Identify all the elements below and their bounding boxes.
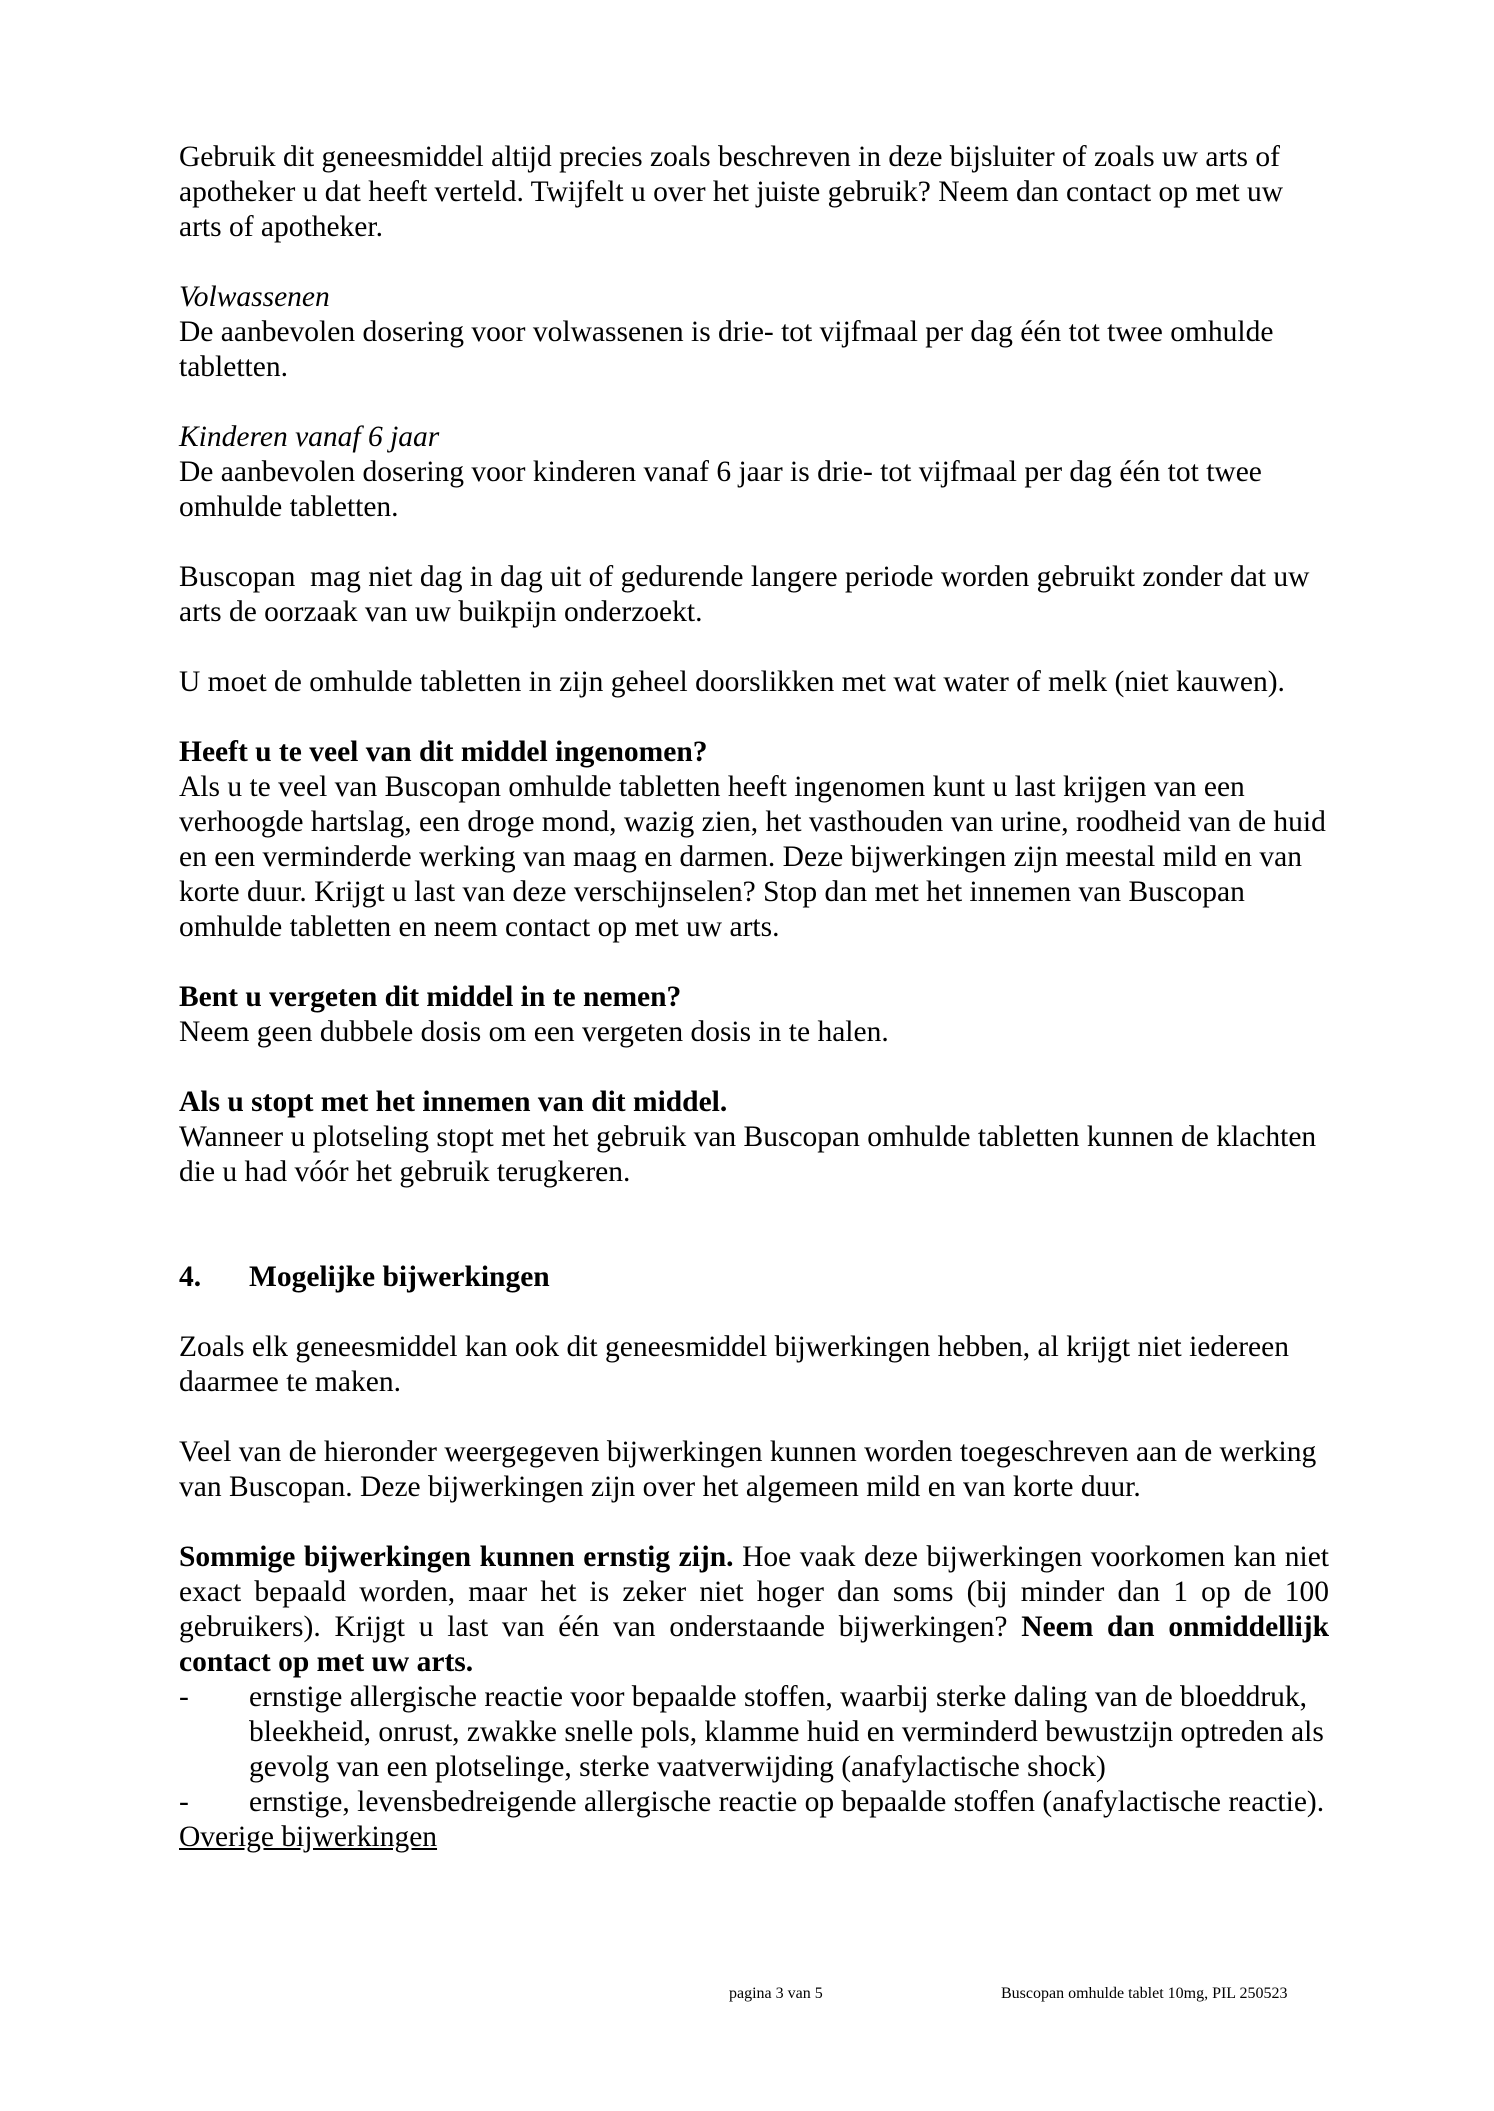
serious-text: Hoe vaak deze bijwerkingen voorkomen kan niet exact bepaald worden, maar het is zeker niet hoger dan soms (bij minder dan 1 op de 100 gebruikers). Krijgt u last van één van onderstaande bijwerkingen? bbox=[179, 1541, 1337, 1643]
swallow-paragraph: U moet de omhulde tabletten in zijn geheel doorslikken met wat water of melk (niet kauwen). bbox=[179, 666, 1285, 698]
children-heading: Kinderen vanaf 6 jaar bbox=[179, 421, 440, 453]
serious-side-effects-list bbox=[179, 1680, 1329, 1820]
section-4-number: 4. bbox=[179, 1261, 202, 1293]
stop-heading: Als u stopt met het innemen van dit middel. bbox=[179, 1086, 728, 1118]
side-effects-attribution: Veel van de hieronder weergegeven bijwerkingen kunnen worden toegeschreven aan de werking van Buscopan. Deze bijwerkingen zijn over het algemeen mild en van korte duur. bbox=[179, 1436, 1317, 1503]
page-number: pagina 3 van 5 bbox=[729, 1985, 823, 2002]
bullet-text: ernstige, levensbedreigende allergische reactie op bepaalde stoffen (anafylactische reactie). bbox=[249, 1786, 1325, 1818]
intro-paragraph: Gebruik dit geneesmiddel altijd precies zoals beschreven in deze bijsluiter of zoals uw arts of apotheker u dat heeft verteld. Twijfelt u over het juiste gebruik? Neem dan contact op met uw arts of apotheker. bbox=[179, 141, 1284, 243]
section-4-title: Mogelijke bijwerkingen bbox=[249, 1261, 550, 1293]
adults-heading: Volwassenen bbox=[179, 281, 330, 313]
side-effects-intro: Zoals elk geneesmiddel kan ook dit geneesmiddel bijwerkingen hebben, al krijgt niet iedereen daarmee te maken. bbox=[179, 1331, 1289, 1398]
long-term-paragraph: Buscopan mag niet dag in dag uit of gedurende langere periode worden gebruikt zonder dat uw arts de oorzaak van uw buikpijn onderzoekt. bbox=[179, 561, 1317, 628]
bullet-marker: - bbox=[179, 1786, 189, 1818]
overdose-section bbox=[179, 735, 1329, 945]
document-page bbox=[179, 140, 1337, 1855]
overdose-heading: Heeft u te veel van dit middel ingenomen? bbox=[179, 736, 708, 768]
forgot-heading: Bent u vergeten dit middel in te nemen? bbox=[179, 981, 682, 1013]
overdose-text: Als u te veel van Buscopan omhulde tabletten heeft ingenomen kunt u last krijgen van een verhoogde hartslag, een droge mond, wazig zien, het vasthouden van urine, roodheid van de huid en een verminderde werking van maag en darmen. Deze bijwerkingen zijn meestal mild en van korte duur. Krijgt u last van deze verschijnselen? Stop dan met het innemen van Buscopan omhulde tabletten en neem contact op met uw arts. bbox=[179, 771, 1326, 943]
bullet-text: ernstige allergische reactie voor bepaalde stoffen, waarbij sterke daling van de bloeddruk, bleekheid, onrust, zwakke snelle pols, klamme huid en verminderd bewustzijn optreden als gevolg van een plotselinge, sterke vaatverwijding (anafylactische shock) bbox=[249, 1681, 1324, 1783]
adults-section bbox=[179, 280, 1329, 385]
adults-text: De aanbevolen dosering voor volwassenen is drie- tot vijfmaal per dag één tot twee omhulde tabletten. bbox=[179, 316, 1274, 383]
children-text: De aanbevolen dosering voor kinderen vanaf 6 jaar is drie- tot vijfmaal per dag één tot twee omhulde tabletten. bbox=[179, 456, 1262, 523]
section-4-heading bbox=[179, 1260, 1329, 1295]
list-item bbox=[179, 1680, 1329, 1785]
stop-text: Wanneer u plotseling stopt met het gebruik van Buscopan omhulde tabletten kunnen de klachten die u had vóór het gebruik terugkeren. bbox=[179, 1121, 1317, 1188]
document-reference: Buscopan omhulde tablet 10mg, PIL 250523 bbox=[1001, 1985, 1288, 2002]
serious-action: Neem dan onmiddellijk contact op met uw arts. bbox=[179, 1611, 1337, 1678]
serious-side-effects-paragraph bbox=[179, 1540, 1337, 1680]
stop-section bbox=[179, 1085, 1329, 1190]
forgot-section bbox=[179, 980, 1329, 1050]
forgot-text: Neem geen dubbele dosis om een vergeten dosis in te halen. bbox=[179, 1016, 889, 1048]
other-side-effects-heading: Overige bijwerkingen bbox=[179, 1821, 438, 1853]
list-item bbox=[179, 1785, 1329, 1820]
children-section bbox=[179, 420, 1329, 525]
serious-bold-label: Sommige bijwerkingen kunnen ernstig zijn. bbox=[179, 1541, 734, 1573]
bullet-marker: - bbox=[179, 1681, 189, 1713]
